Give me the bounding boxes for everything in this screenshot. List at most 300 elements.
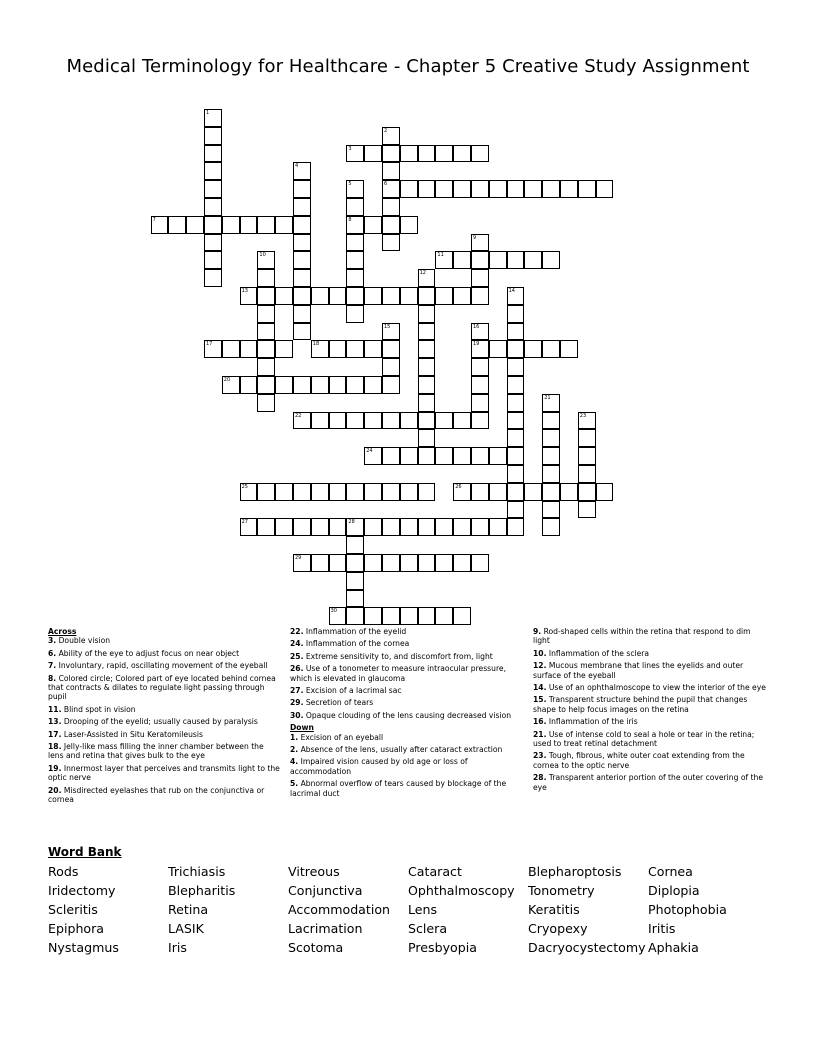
crossword-cell[interactable] bbox=[471, 412, 489, 430]
crossword-cell[interactable] bbox=[240, 483, 258, 501]
crossword-cell[interactable] bbox=[578, 483, 596, 501]
clue-number: 5. bbox=[290, 779, 299, 789]
crossword-cell[interactable] bbox=[346, 234, 364, 252]
crossword-cell[interactable] bbox=[471, 323, 489, 341]
clue-number: 21. bbox=[533, 729, 547, 739]
crossword-cell[interactable] bbox=[222, 340, 240, 358]
crossword-cell[interactable] bbox=[418, 447, 436, 465]
crossword-cell[interactable] bbox=[418, 358, 436, 376]
crossword-cell[interactable] bbox=[542, 518, 560, 536]
crossword-cell[interactable] bbox=[507, 447, 525, 465]
crossword-cell[interactable] bbox=[240, 216, 258, 234]
crossword-cell[interactable] bbox=[418, 483, 436, 501]
crossword-cell[interactable] bbox=[400, 447, 418, 465]
crossword-cell[interactable] bbox=[364, 607, 382, 625]
clue-number: 25 bbox=[241, 483, 248, 490]
across-clue bbox=[290, 664, 518, 683]
clue-number: 22 bbox=[295, 412, 302, 419]
crossword-cell[interactable] bbox=[596, 180, 614, 198]
crossword-cell[interactable] bbox=[524, 483, 542, 501]
crossword-cell[interactable] bbox=[560, 483, 578, 501]
across-clue bbox=[290, 686, 518, 695]
clue-text: Excision of an eyeball bbox=[298, 732, 384, 742]
crossword-cell[interactable] bbox=[453, 447, 471, 465]
crossword-cell[interactable] bbox=[542, 501, 560, 519]
crossword-cell[interactable] bbox=[507, 483, 525, 501]
crossword-cell[interactable] bbox=[204, 251, 222, 269]
crossword-cell[interactable] bbox=[507, 518, 525, 536]
clue-number: 20 bbox=[223, 377, 231, 383]
crossword-cell[interactable] bbox=[329, 287, 347, 305]
word-bank-column bbox=[648, 862, 727, 957]
crossword-cell[interactable] bbox=[542, 394, 560, 412]
crossword-cell[interactable] bbox=[364, 554, 382, 572]
crossword-cell[interactable] bbox=[364, 340, 382, 358]
crossword-cell[interactable] bbox=[364, 483, 382, 501]
crossword-cell[interactable] bbox=[471, 145, 489, 163]
crossword-cell[interactable] bbox=[257, 251, 275, 269]
word-bank-word: Presbyopia bbox=[408, 940, 477, 955]
crossword-cell[interactable] bbox=[257, 216, 275, 234]
crossword-cell[interactable] bbox=[346, 607, 364, 625]
crossword-cell[interactable] bbox=[346, 590, 364, 608]
crossword-cell[interactable] bbox=[382, 323, 400, 341]
crossword-cell[interactable] bbox=[542, 412, 560, 430]
crossword-cell[interactable] bbox=[293, 483, 311, 501]
crossword-cell[interactable] bbox=[222, 216, 240, 234]
crossword-cell[interactable] bbox=[293, 376, 311, 394]
crossword-cell[interactable] bbox=[418, 145, 436, 163]
crossword-cell[interactable] bbox=[204, 216, 222, 234]
crossword-cell[interactable] bbox=[435, 412, 453, 430]
crossword-cell[interactable] bbox=[400, 145, 418, 163]
crossword-cell[interactable] bbox=[542, 429, 560, 447]
crossword-cell[interactable] bbox=[418, 305, 436, 323]
crossword-cell[interactable] bbox=[471, 518, 489, 536]
across-clue bbox=[290, 652, 518, 661]
crossword-cell[interactable] bbox=[453, 180, 471, 198]
crossword-cell[interactable] bbox=[435, 287, 453, 305]
crossword-cell[interactable] bbox=[542, 465, 560, 483]
crossword-cell[interactable] bbox=[240, 340, 258, 358]
crossword-cell[interactable] bbox=[346, 180, 364, 198]
crossword-cell[interactable] bbox=[400, 518, 418, 536]
crossword-cell[interactable] bbox=[418, 429, 436, 447]
clue-text: Inflammation of the eyelid bbox=[303, 627, 407, 636]
word-bank-word: Aphakia bbox=[648, 940, 699, 955]
clues-column-1 bbox=[48, 627, 280, 808]
crossword-cell[interactable] bbox=[186, 216, 204, 234]
crossword-cell[interactable] bbox=[257, 269, 275, 287]
crossword-cell[interactable] bbox=[489, 180, 507, 198]
crossword-cell[interactable] bbox=[346, 376, 364, 394]
crossword-cell[interactable] bbox=[346, 483, 364, 501]
crossword-cell[interactable] bbox=[471, 269, 489, 287]
crossword-cell[interactable] bbox=[329, 483, 347, 501]
crossword-cell[interactable] bbox=[382, 287, 400, 305]
crossword-cell[interactable] bbox=[418, 180, 436, 198]
crossword-cell[interactable] bbox=[471, 340, 489, 358]
crossword-cell[interactable] bbox=[382, 234, 400, 252]
crossword-cell[interactable] bbox=[364, 447, 382, 465]
clue-number: 13. bbox=[48, 717, 62, 727]
clue-text: Use of an ophthalmoscope to view the interior of the eye bbox=[546, 683, 766, 693]
down-clue bbox=[290, 745, 518, 754]
crossword-cell[interactable] bbox=[471, 447, 489, 465]
crossword-cell[interactable] bbox=[382, 447, 400, 465]
crossword-cell[interactable] bbox=[240, 518, 258, 536]
across-clue bbox=[290, 627, 518, 636]
clue-number: 29. bbox=[290, 698, 304, 708]
crossword-cell[interactable] bbox=[418, 323, 436, 341]
crossword-cell[interactable] bbox=[400, 412, 418, 430]
clue-number: 9 bbox=[473, 234, 477, 241]
crossword-cell[interactable] bbox=[453, 607, 471, 625]
crossword-cell[interactable] bbox=[418, 340, 436, 358]
crossword-cell[interactable] bbox=[329, 412, 347, 430]
crossword-cell[interactable] bbox=[346, 572, 364, 590]
clue-text: Use of a tonometer to measure intraocular pressure, which is elevated in glaucoma bbox=[290, 664, 506, 683]
clue-number: 12 bbox=[419, 270, 426, 277]
crossword-cell[interactable] bbox=[418, 269, 436, 287]
crossword-cell[interactable] bbox=[346, 518, 364, 536]
crossword-cell[interactable] bbox=[524, 251, 542, 269]
crossword-cell[interactable] bbox=[382, 180, 400, 198]
crossword-cell[interactable] bbox=[418, 607, 436, 625]
crossword-cell[interactable] bbox=[293, 287, 311, 305]
crossword-cell[interactable] bbox=[382, 358, 400, 376]
crossword-cell[interactable] bbox=[204, 269, 222, 287]
crossword-cell[interactable] bbox=[346, 198, 364, 216]
crossword-cell[interactable] bbox=[364, 376, 382, 394]
crossword-cell[interactable] bbox=[293, 180, 311, 198]
down-clue bbox=[533, 649, 768, 658]
crossword-cell[interactable] bbox=[151, 216, 169, 234]
crossword-cell[interactable] bbox=[240, 287, 258, 305]
crossword-cell[interactable] bbox=[578, 180, 596, 198]
crossword-cell[interactable] bbox=[471, 180, 489, 198]
crossword-cell[interactable] bbox=[418, 376, 436, 394]
page-title: Medical Terminology for Healthcare - Chapter 5 Creative Study Assignment bbox=[66, 56, 750, 77]
crossword-cell[interactable] bbox=[204, 145, 222, 163]
crossword-cell[interactable] bbox=[329, 376, 347, 394]
crossword-cell[interactable] bbox=[364, 518, 382, 536]
word-bank-word: Accommodation bbox=[288, 902, 391, 917]
crossword-cell[interactable] bbox=[346, 269, 364, 287]
clue-number: 10 bbox=[259, 252, 266, 259]
crossword-cell[interactable] bbox=[471, 394, 489, 412]
crossword-cell[interactable] bbox=[471, 251, 489, 269]
crossword-cell[interactable] bbox=[382, 412, 400, 430]
crossword-cell[interactable] bbox=[311, 287, 329, 305]
crossword-cell[interactable] bbox=[418, 287, 436, 305]
clue-text: Blind spot in vision bbox=[61, 704, 136, 714]
crossword-cell[interactable] bbox=[542, 251, 560, 269]
crossword-cell[interactable] bbox=[507, 429, 525, 447]
word-bank-word: Blepharitis bbox=[168, 883, 236, 898]
crossword-cell[interactable] bbox=[293, 323, 311, 341]
crossword-cell[interactable] bbox=[257, 518, 275, 536]
clue-text: Innermost layer that perceives and transmits light to the optic nerve bbox=[48, 763, 280, 783]
crossword-cell[interactable] bbox=[346, 554, 364, 572]
crossword-cell[interactable] bbox=[489, 340, 507, 358]
crossword-cell[interactable] bbox=[311, 554, 329, 572]
crossword-cell[interactable] bbox=[400, 483, 418, 501]
clue-text: Jelly-like mass filling the inner chamber between the lens and retina that gives bulk to the eye bbox=[48, 742, 264, 761]
clue-number: 28. bbox=[533, 773, 547, 783]
crossword-cell[interactable] bbox=[453, 554, 471, 572]
clue-number: 26. bbox=[290, 664, 304, 674]
crossword-cell[interactable] bbox=[382, 483, 400, 501]
crossword-cell[interactable] bbox=[578, 465, 596, 483]
clue-number: 24 bbox=[366, 448, 373, 455]
crossword-cell[interactable] bbox=[435, 554, 453, 572]
crossword-cell[interactable] bbox=[507, 376, 525, 394]
crossword-cell[interactable] bbox=[542, 483, 560, 501]
crossword-cell[interactable] bbox=[542, 180, 560, 198]
crossword-cell[interactable] bbox=[222, 376, 240, 394]
crossword-cell[interactable] bbox=[257, 305, 275, 323]
crossword-cell[interactable] bbox=[400, 216, 418, 234]
clues-column-2 bbox=[290, 627, 518, 801]
crossword-cell[interactable] bbox=[453, 287, 471, 305]
clue-number: 2. bbox=[290, 745, 299, 755]
crossword-cell[interactable] bbox=[168, 216, 186, 234]
crossword-cell[interactable] bbox=[293, 198, 311, 216]
clue-text: Mucous membrane that lines the eyelids and outer surface of the eyeball bbox=[533, 661, 744, 680]
clue-text: Laser-Assisted in Situ Keratomileusis bbox=[61, 729, 203, 739]
clue-text: Transparent anterior portion of the outer covering of the eye bbox=[533, 773, 764, 792]
crossword-cell[interactable] bbox=[489, 518, 507, 536]
across-clue bbox=[48, 674, 280, 702]
crossword-cell[interactable] bbox=[346, 145, 364, 163]
crossword-cell[interactable] bbox=[275, 483, 293, 501]
crossword-cell[interactable] bbox=[507, 501, 525, 519]
down-clue bbox=[533, 751, 768, 770]
crossword-cell[interactable] bbox=[311, 340, 329, 358]
clue-number: 7. bbox=[48, 661, 57, 671]
crossword-cell[interactable] bbox=[382, 198, 400, 216]
crossword-cell[interactable] bbox=[418, 554, 436, 572]
crossword-cell[interactable] bbox=[382, 127, 400, 145]
crossword-cell[interactable] bbox=[453, 518, 471, 536]
clue-text: Extreme sensitivity to, and discomfort from, light bbox=[303, 651, 493, 661]
crossword-cell[interactable] bbox=[471, 483, 489, 501]
across-clue bbox=[48, 764, 280, 783]
crossword-cell[interactable] bbox=[257, 483, 275, 501]
clue-number: 23. bbox=[533, 751, 547, 761]
word-bank-word: Iritis bbox=[648, 921, 676, 936]
crossword-cell[interactable] bbox=[311, 412, 329, 430]
crossword-cell[interactable] bbox=[400, 180, 418, 198]
crossword-cell[interactable] bbox=[257, 323, 275, 341]
crossword-cell[interactable] bbox=[293, 412, 311, 430]
crossword-cell[interactable] bbox=[382, 145, 400, 163]
crossword-cell[interactable] bbox=[400, 607, 418, 625]
crossword-cell[interactable] bbox=[311, 518, 329, 536]
crossword-cell[interactable] bbox=[435, 518, 453, 536]
word-bank-word: Ophthalmoscopy bbox=[408, 883, 515, 898]
crossword-cell[interactable] bbox=[560, 340, 578, 358]
crossword-cell[interactable] bbox=[257, 287, 275, 305]
crossword-cell[interactable] bbox=[382, 518, 400, 536]
crossword-cell[interactable] bbox=[275, 376, 293, 394]
clue-number: 18 bbox=[312, 341, 320, 348]
clue-number: 11. bbox=[48, 704, 62, 714]
crossword-cell[interactable] bbox=[204, 198, 222, 216]
crossword-cell[interactable] bbox=[507, 251, 525, 269]
crossword-cell[interactable] bbox=[293, 518, 311, 536]
crossword-cell[interactable] bbox=[382, 554, 400, 572]
crossword-cell[interactable] bbox=[293, 305, 311, 323]
clue-number: 3 bbox=[348, 145, 352, 152]
crossword-cell[interactable] bbox=[507, 394, 525, 412]
crossword-cell[interactable] bbox=[435, 447, 453, 465]
clue-number: 5 bbox=[348, 181, 352, 188]
crossword-cell[interactable] bbox=[507, 340, 525, 358]
crossword-cell[interactable] bbox=[204, 127, 222, 145]
crossword-cell[interactable] bbox=[204, 180, 222, 198]
crossword-cell[interactable] bbox=[275, 287, 293, 305]
clue-number: 22. bbox=[290, 627, 304, 636]
crossword-cell[interactable] bbox=[382, 376, 400, 394]
crossword-cell[interactable] bbox=[293, 162, 311, 180]
crossword-cell[interactable] bbox=[382, 340, 400, 358]
crossword-cell[interactable] bbox=[578, 501, 596, 519]
word-bank-word: Keratitis bbox=[528, 902, 580, 917]
clue-number: 28 bbox=[348, 519, 355, 526]
word-bank-word: LASIK bbox=[168, 921, 204, 936]
crossword-cell[interactable] bbox=[542, 447, 560, 465]
across-clue bbox=[48, 649, 280, 658]
crossword-cell[interactable] bbox=[578, 412, 596, 430]
crossword-cell[interactable] bbox=[471, 554, 489, 572]
crossword-cell[interactable] bbox=[578, 447, 596, 465]
crossword-cell[interactable] bbox=[346, 340, 364, 358]
crossword-cell[interactable] bbox=[329, 518, 347, 536]
down-clue bbox=[533, 627, 768, 646]
crossword-cell[interactable] bbox=[293, 251, 311, 269]
crossword-cell[interactable] bbox=[204, 234, 222, 252]
crossword-cell[interactable] bbox=[489, 447, 507, 465]
crossword-cell[interactable] bbox=[596, 483, 614, 501]
crossword-cell[interactable] bbox=[524, 180, 542, 198]
crossword-cell[interactable] bbox=[346, 287, 364, 305]
crossword-cell[interactable] bbox=[507, 412, 525, 430]
crossword-cell[interactable] bbox=[489, 251, 507, 269]
clue-text: Misdirected eyelashes that rub on the conjunctiva or cornea bbox=[48, 785, 265, 805]
crossword-cell[interactable] bbox=[329, 554, 347, 572]
clue-number: 24. bbox=[290, 639, 304, 649]
crossword-cell[interactable] bbox=[418, 518, 436, 536]
crossword-cell[interactable] bbox=[204, 340, 222, 358]
crossword-cell[interactable] bbox=[382, 216, 400, 234]
crossword-cell[interactable] bbox=[418, 412, 436, 430]
crossword-cell[interactable] bbox=[311, 483, 329, 501]
crossword-cell[interactable] bbox=[364, 287, 382, 305]
crossword-cell[interactable] bbox=[507, 180, 525, 198]
crossword-cell[interactable] bbox=[275, 216, 293, 234]
crossword-cell[interactable] bbox=[471, 358, 489, 376]
crossword-cell[interactable] bbox=[346, 216, 364, 234]
crossword-cell[interactable] bbox=[364, 412, 382, 430]
crossword-cell[interactable] bbox=[204, 109, 222, 127]
word-bank-word: Iridectomy bbox=[48, 883, 116, 898]
crossword-cell[interactable] bbox=[293, 216, 311, 234]
word-bank-word: Trichiasis bbox=[168, 864, 226, 879]
crossword-cell[interactable] bbox=[507, 287, 525, 305]
clue-number: 3. bbox=[48, 636, 57, 646]
crossword-cell[interactable] bbox=[382, 162, 400, 180]
crossword-cell[interactable] bbox=[507, 358, 525, 376]
crossword-cell[interactable] bbox=[507, 305, 525, 323]
across-clue bbox=[48, 786, 280, 805]
crossword-cell[interactable] bbox=[346, 305, 364, 323]
crossword-cell[interactable] bbox=[435, 180, 453, 198]
crossword-cell[interactable] bbox=[400, 287, 418, 305]
crossword-cell[interactable] bbox=[560, 180, 578, 198]
crossword-cell[interactable] bbox=[346, 536, 364, 554]
clue-text: Secretion of tears bbox=[303, 698, 374, 708]
crossword-cell[interactable] bbox=[418, 394, 436, 412]
crossword-cell[interactable] bbox=[257, 376, 275, 394]
crossword-cell[interactable] bbox=[329, 607, 347, 625]
crossword-cell[interactable] bbox=[435, 251, 453, 269]
crossword-cell[interactable] bbox=[578, 429, 596, 447]
crossword-cell[interactable] bbox=[453, 251, 471, 269]
crossword-cell[interactable] bbox=[346, 412, 364, 430]
word-bank-word: Conjunctiva bbox=[288, 883, 363, 898]
clue-number: 8 bbox=[348, 216, 352, 223]
clues-column-3 bbox=[533, 627, 768, 795]
crossword-cell[interactable] bbox=[471, 234, 489, 252]
crossword-cell[interactable] bbox=[257, 340, 275, 358]
clue-text: Abnormal overflow of tears caused by blockage of the lacrimal duct bbox=[290, 779, 507, 798]
crossword-cell[interactable] bbox=[507, 465, 525, 483]
crossword-cell[interactable] bbox=[346, 251, 364, 269]
crossword-cell[interactable] bbox=[542, 340, 560, 358]
crossword-cell[interactable] bbox=[275, 340, 293, 358]
crossword-cell[interactable] bbox=[275, 518, 293, 536]
crossword-cell[interactable] bbox=[524, 340, 542, 358]
crossword-cell[interactable] bbox=[507, 323, 525, 341]
crossword-cell[interactable] bbox=[435, 607, 453, 625]
crossword-cell[interactable] bbox=[364, 145, 382, 163]
crossword-cell[interactable] bbox=[257, 394, 275, 412]
crossword-cell[interactable] bbox=[471, 376, 489, 394]
word-bank-word: Scleritis bbox=[48, 902, 98, 917]
crossword-cell[interactable] bbox=[204, 162, 222, 180]
crossword-cell[interactable] bbox=[240, 376, 258, 394]
crossword-cell[interactable] bbox=[471, 287, 489, 305]
crossword-cell[interactable] bbox=[329, 340, 347, 358]
crossword-cell[interactable] bbox=[489, 483, 507, 501]
crossword-cell[interactable] bbox=[453, 483, 471, 501]
crossword-cell[interactable] bbox=[293, 554, 311, 572]
crossword-cell[interactable] bbox=[293, 234, 311, 252]
crossword-cell[interactable] bbox=[311, 376, 329, 394]
crossword-cell[interactable] bbox=[364, 216, 382, 234]
crossword-cell[interactable] bbox=[435, 145, 453, 163]
word-bank-word: Lacrimation bbox=[288, 921, 363, 936]
crossword-cell[interactable] bbox=[257, 358, 275, 376]
crossword-cell[interactable] bbox=[453, 412, 471, 430]
crossword-cell[interactable] bbox=[382, 607, 400, 625]
word-bank-word: Cryopexy bbox=[528, 921, 588, 936]
crossword-cell[interactable] bbox=[400, 554, 418, 572]
crossword-cell[interactable] bbox=[293, 269, 311, 287]
crossword-cell[interactable] bbox=[453, 145, 471, 163]
